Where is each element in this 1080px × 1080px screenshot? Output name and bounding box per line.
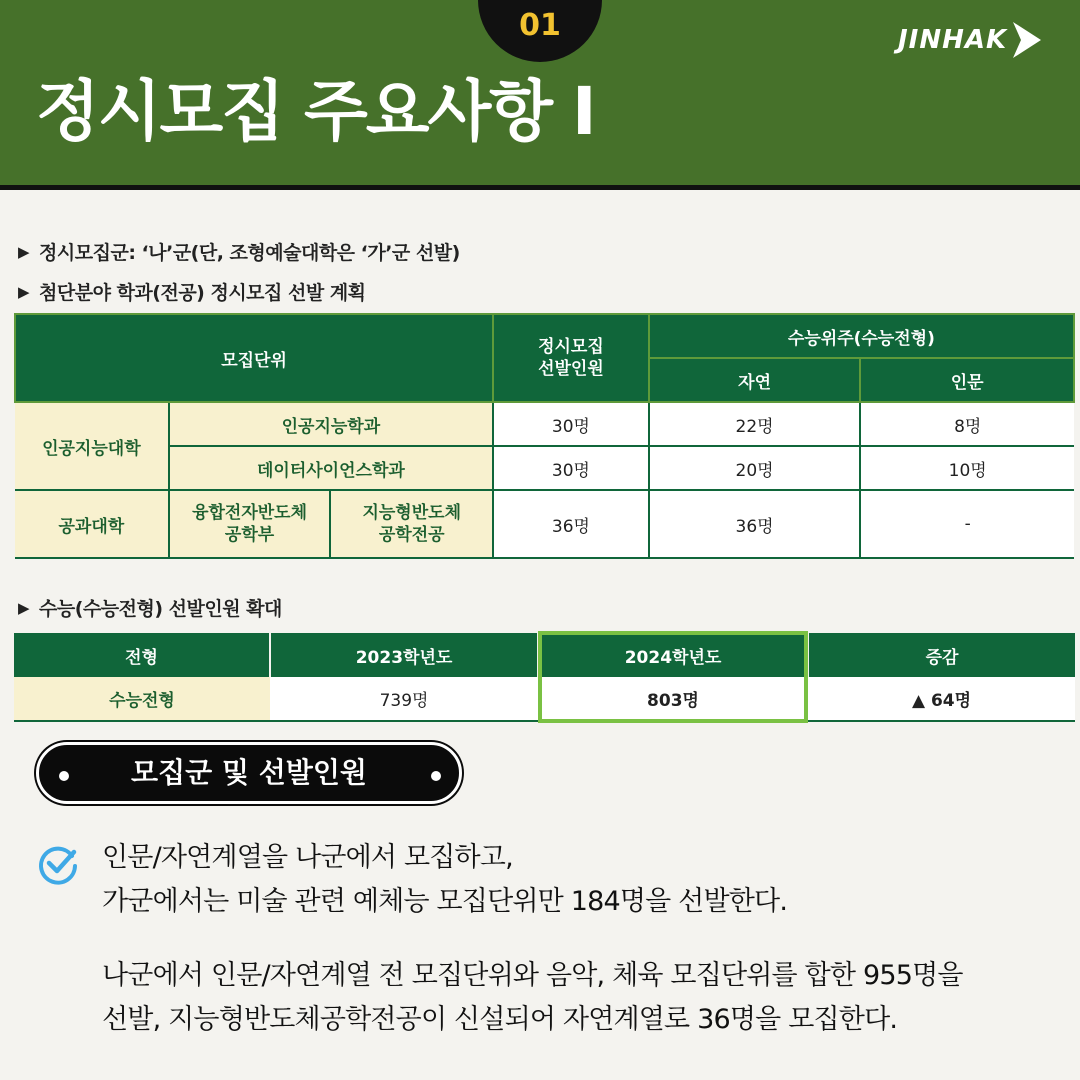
chevron-right-icon — [1009, 20, 1043, 60]
dept-ai-human: 8명 — [860, 402, 1074, 446]
logo-text: JINHAK — [898, 25, 1008, 55]
bullet-text: 정시모집군: ‘나’군(단, 조형예술대학은 ‘가’군 선발) — [39, 242, 460, 264]
advanced-field-table — [14, 313, 1075, 559]
value-2023: 739명 — [270, 677, 538, 721]
bullet-advanced-plan — [18, 278, 366, 305]
table-row — [15, 446, 1074, 490]
header-2023: 2023학년도 — [270, 633, 538, 677]
row-type: 수능전형 — [14, 677, 270, 721]
triangle-bullet-icon: ▶ — [18, 242, 30, 261]
dept-data-human: 10명 — [860, 446, 1074, 490]
check-circle-icon — [36, 842, 80, 886]
header-2024: 2024학년도 — [538, 633, 808, 677]
page-title: 정시모집 주요사항 I — [36, 73, 595, 150]
paragraph-1-line-2: 가군에서는 미술 관련 예체능 모집단위만 184명을 선발한다. — [102, 886, 788, 917]
dept-ai-count: 30명 — [493, 402, 649, 446]
header-csat: 수능위주(수능전형) — [649, 314, 1074, 358]
highlight-2024-box — [538, 631, 808, 723]
college-ai: 인공지능대학 — [15, 402, 169, 490]
header-type: 전형 — [14, 633, 270, 677]
dept-semi-nature: 36명 — [649, 490, 861, 558]
paragraph-2-line-2: 선발, 지능형반도체공학전공이 신설되어 자연계열로 36명을 모집한다. — [102, 1004, 898, 1035]
bullet-text: 수능(수능전형) 선발인원 확대 — [39, 598, 282, 620]
dept-semi-count: 36명 — [493, 490, 649, 558]
dept-data: 데이터사이언스학과 — [169, 446, 493, 490]
dept-data-nature: 20명 — [649, 446, 861, 490]
dept-data-count: 30명 — [493, 446, 649, 490]
header-nature: 자연 — [649, 358, 861, 402]
pill-dot-right — [431, 771, 441, 781]
header-divider — [0, 185, 1080, 190]
header-banner — [0, 0, 1080, 185]
bullet-csat-expand — [18, 594, 282, 621]
section-pill-label — [36, 742, 462, 804]
table-row — [15, 402, 1074, 446]
triangle-bullet-icon: ▶ — [18, 282, 30, 301]
paragraph-1-line-1: 인문/자연계열을 나군에서 모집하고, — [102, 842, 513, 873]
paragraph-2 — [102, 954, 963, 1042]
jinhak-logo — [898, 18, 1058, 62]
pill-text: 모집군 및 선발인원 — [131, 756, 367, 789]
paragraph-2-line-1: 나군에서 인문/자연계열 전 모집단위와 음악, 체육 모집단위를 합한 955명을 — [102, 960, 963, 991]
header-unit: 모집단위 — [15, 314, 493, 402]
triangle-bullet-icon: ▶ — [18, 598, 30, 617]
dept-semi-human: - — [860, 490, 1074, 558]
section-number: 01 — [519, 8, 561, 43]
header-human: 인문 — [860, 358, 1074, 402]
table-row — [15, 490, 1074, 558]
value-diff: ▲ 64명 — [808, 677, 1075, 721]
header-count: 정시모집 선발인원 — [493, 314, 649, 402]
dept-semi-a: 융합전자반도체 공학부 — [169, 490, 331, 558]
paragraph-1 — [102, 836, 787, 924]
dept-ai: 인공지능학과 — [169, 402, 493, 446]
header-diff: 증감 — [808, 633, 1075, 677]
value-2024: 803명 — [538, 677, 808, 721]
dept-semi-b: 지능형반도체 공학전공 — [330, 490, 493, 558]
dept-ai-nature: 22명 — [649, 402, 861, 446]
college-eng: 공과대학 — [15, 490, 169, 558]
bullet-text: 첨단분야 학과(전공) 정시모집 선발 계획 — [39, 282, 366, 304]
bullet-recruit-group — [18, 238, 460, 265]
